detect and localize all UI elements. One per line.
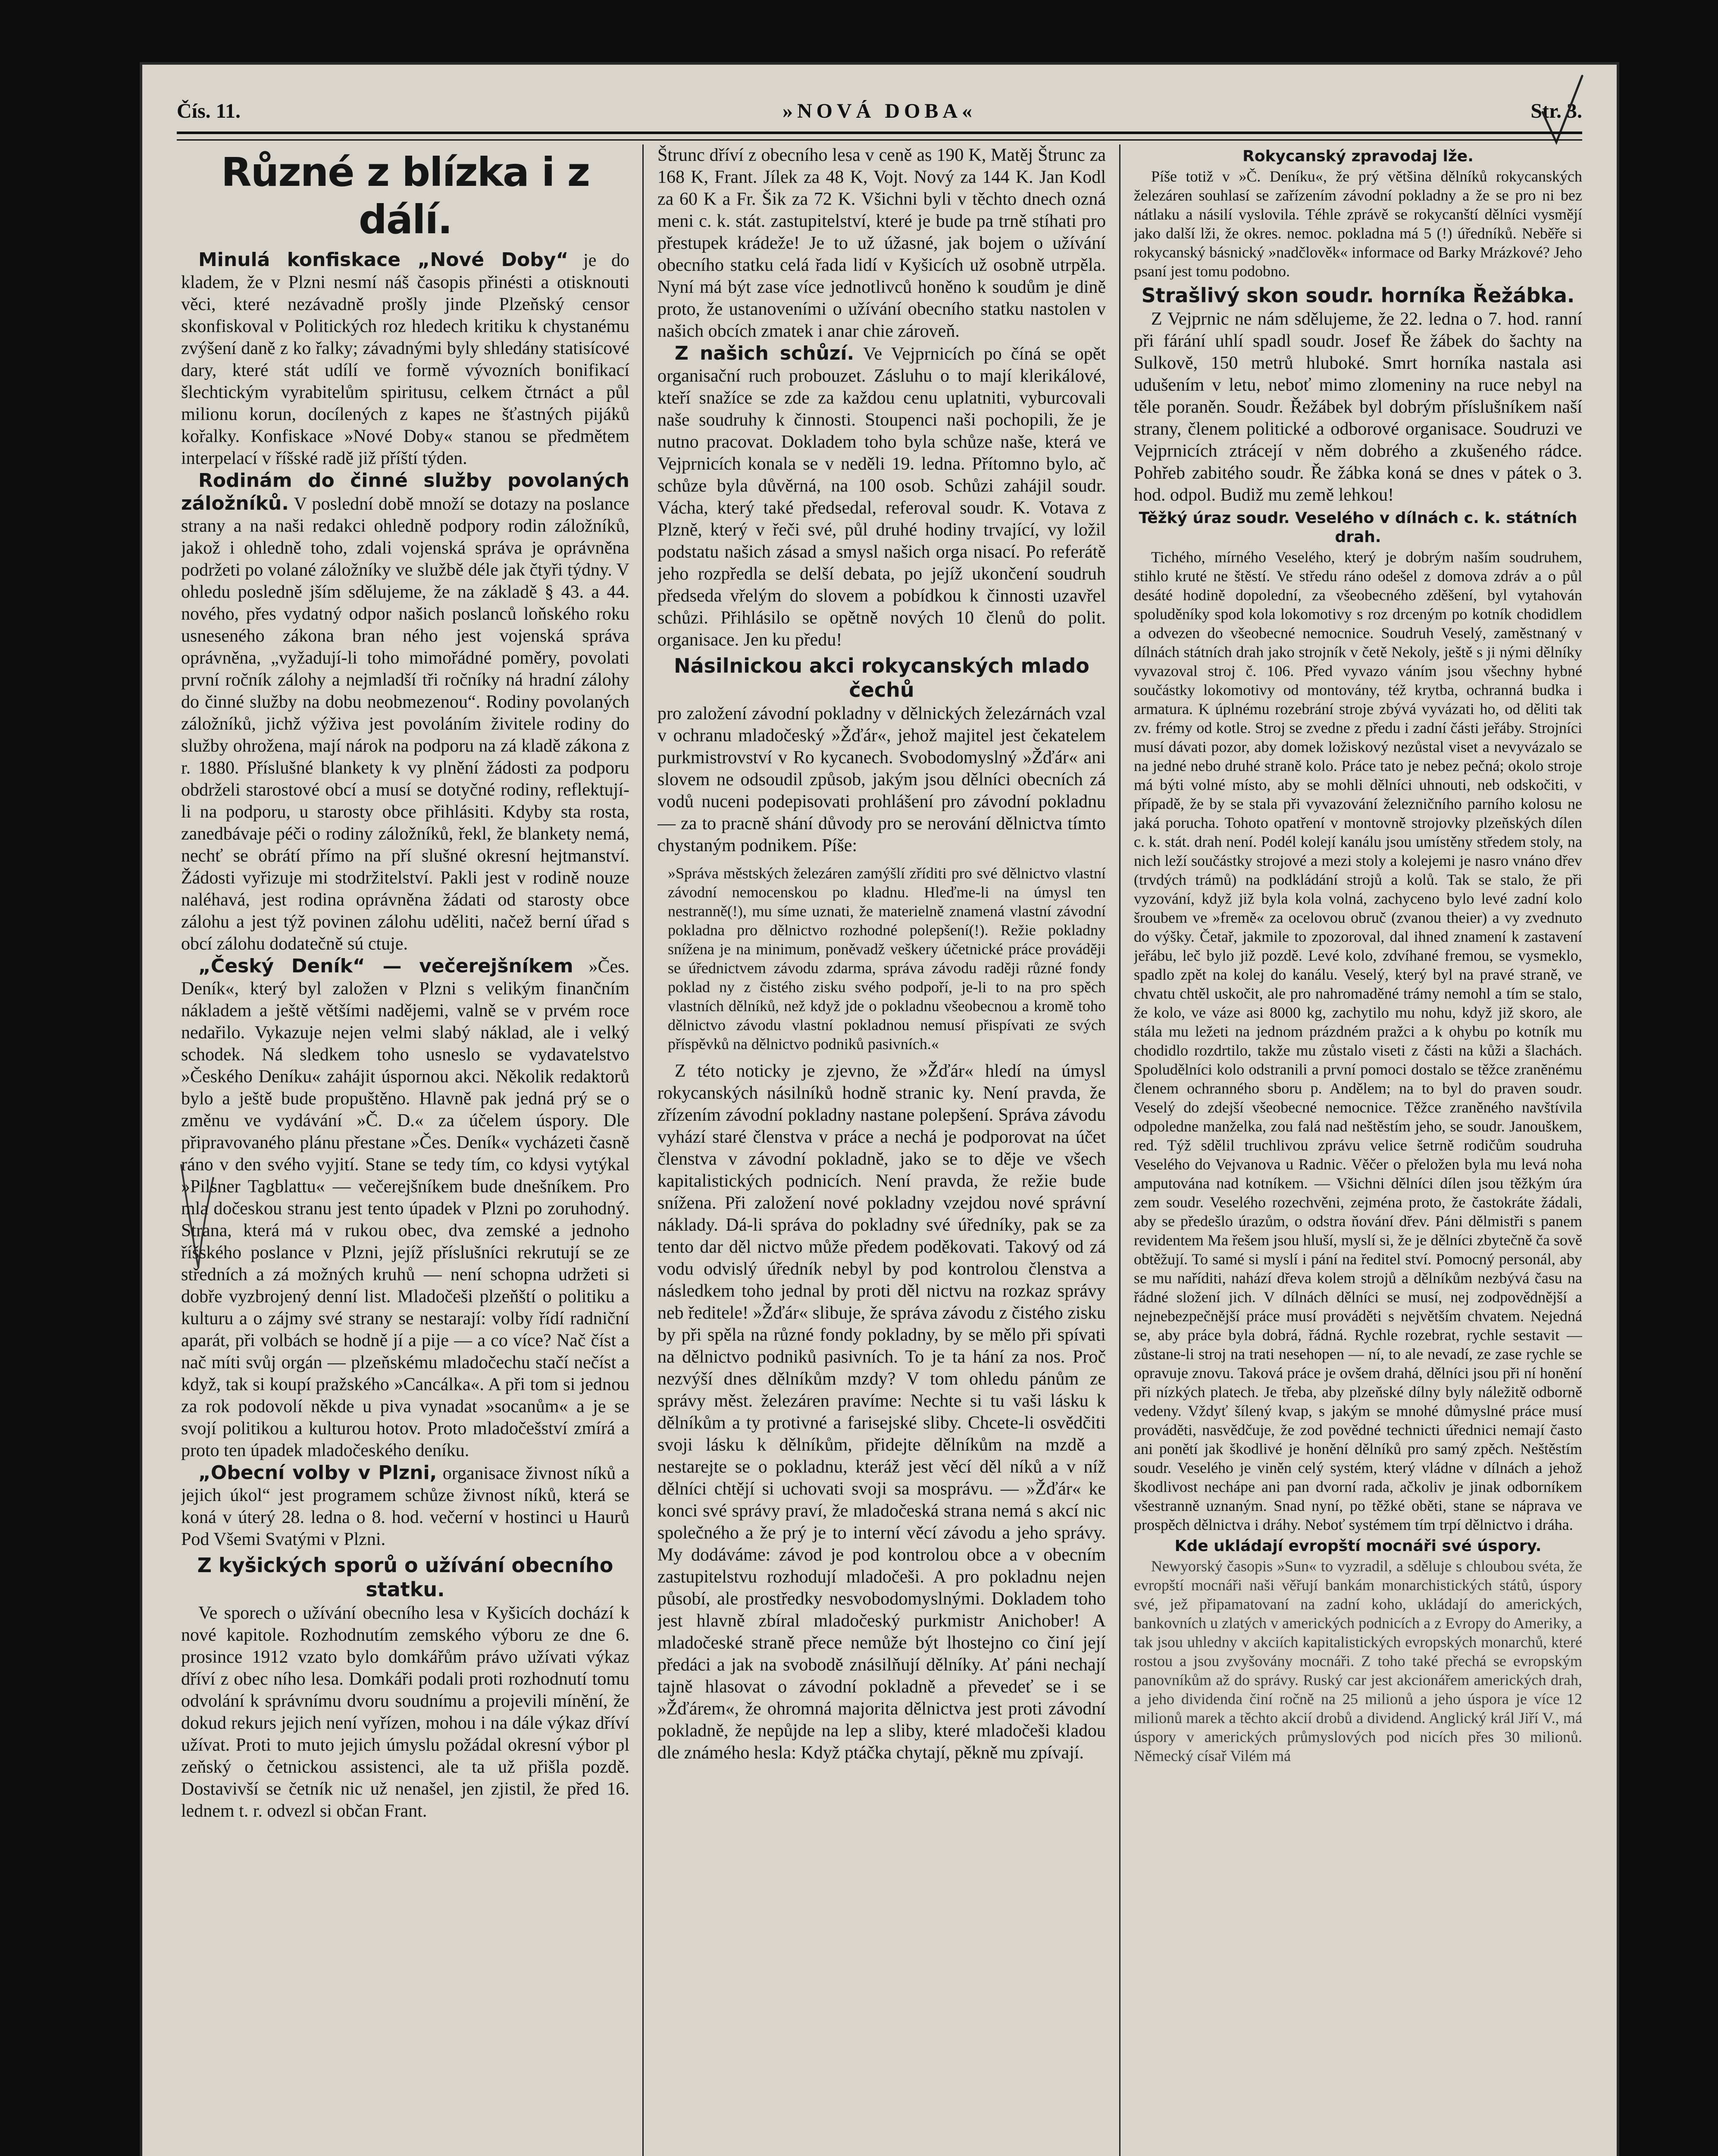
column-1 bbox=[181, 144, 629, 2156]
article-paragraph: Newyorský časopis »Sun« to vyzradil, a sděluje s chloubou svéta, že evropští mocnáři naši věřují bankám monarchistických států, úspory své, jež připamatovaní na zadní koho, ukládají do amerických, bankovních u zlatých v amerických podnicích a z Evropy do Ameriky, a tak jsou uhledny v akciích kapitalistických evropských monarchů, které rostou a jsou zvyšovány mocnáři. Z toho také přechá se evropským panovníkům až do správy. Ruský car jest akcionářem amerických drah, a jeho dividenda činí ročně na 25 milionů a jeho úspora je více 12 milionů marek a těchto akcií drobů a dividend. Anglický král Jiří V., má úspory v amerických průmyslových pod nicích přes 30 milionů. Německý císař Vilém má bbox=[1134, 1557, 1582, 1764]
page-header bbox=[177, 82, 1582, 129]
column-divider bbox=[642, 144, 644, 2156]
article-lead: Z našich schůzí. bbox=[675, 342, 854, 364]
article-paragraph: Z této noticky je zjevno, že »Žďár« hledí na úmysl rokycanských násilníků hodně stranic ky. Není pravda, že zřízením závodní pokladny nastane polepšení. Správa závodu vyhází staré členstva v práce a nechá je podporovat na účet členstva v závodní pokladně, jako se to děje ve všech kapitalistických podnicích. Není pravda, že režie bude snížena. Při založení nové pokladny vzejdou nové správní náklady. Dá-li správa do pokladny své úředníky, pak se za tento dar děl nictvo může předem poděkovati. Takový od zá vodu odvislý úředník nebyl by pod kontrolou členstva a následkem toho jednal by proti děl nictvu na rozkaz správy neb ředitele! »Žďár« slibuje, že správa závodu z čistého zisku by při spěla na různé fondy pokladny, by se mělo při spívati na dělnictvo podniků pasivních. To je ta hání za nos. Proč nezvýší dnes dělníkům mzdy? V tom ohledu pánům ze správy měst. železáren pravíme: Nechte si tu vaši lásku k dělníkům a ty protivné a farisejské sliby. Chcete-li osvědčiti svoji lásku k dělníkům, přidejte dělníkům na mzdě a nestarejte se o pokladnu, kteráž jest věcí děl níků a v níž dělníci chtějí si uchovati svoji sa mosprávu. — »Žďár« ke konci své správy praví, že mladočeská strana nemá s akcí nic společného a že prý je to interní věcí závodu a jeho správy. My dodáváme: závod je pod kontrolou obce a v obecním zastupitelstvu rozhodují mladočeši. A pro pokladnu nejen působí, ale prostředky nesvobodomyslnými. Dokladem toho jest hlavně zbíral mladočeský purkmistr Anichober! A mladočeské straně přece nemůže být lhostejno co činí její předáci a jak na svobodě znásilňují dělníky. Ať páni nechají tajně hlasovat o závodní pokladně a převedeť se i se »Žďárem«, že ohromná majorita dělnictva jest proti závodní pokladně, že nepůjde na lep a sliby, které mladočeši kladou dle známého hesla: Když ptáčka chytají, pěkně mu zpívají. bbox=[657, 1061, 1106, 1763]
column-3 bbox=[1134, 144, 1582, 2156]
section-heading: Těžký úraz soudr. Veselého v dílnách c. k. státních drah. bbox=[1139, 509, 1577, 546]
column-2 bbox=[657, 144, 1106, 2156]
article-text: V poslední době množí se dotazy na poslance strany a na naši redakci ohledně podpory rodin záložníků, jakož i ohledně toho, zdali vojenská správa je oprávněna podržeti po volané záložníky ve službě déle jak čtyři týdny. V ohledu posledně jším sdělujeme, že na základě § 43. a 44. nového, přes vydatný odpor našich poslanců loňského roku usneseného zákona bran ného jest vojenská správa oprávněna, „vyžadují-li toho mimořádné poměry, povolati první ročník zálohy a nejmladší tři ročníky ná hradní zálohy do činné služby na dobu neobmezenou“. Rodiny povolaných záložníků, jichž výživa jest povoláním živitele rodiny do služby ohrožena, mají nárok na podporu na zá kladě zákona z r. 1880. Příslušné blankety k vy plnění žádosti za podporu obdrželi starostové obcí a musí se dotyčné rodiny, reflektují-li na podporu, u starosty obce přihlásiti. Kdyby sta rosta, zanedbávaje péči o rodiny záložníků, řekl, že blankety nemá, nechť se obrátí přímo na pří slušné okresní hejtmanství. Žádosti vyřizuje mi stodržitelství. Pakli jest v rodině nouze naléhavá, jest rodina oprávněna žádati od starosty obce zálohu a jest týž povinen zálohu uděliti, načež berní úřad s obcí zálohu dodatečně sú ctuje. bbox=[181, 494, 629, 954]
quoted-passage: »Správa městských železáren zamýšlí zříditi pro své dělnictvo vlastní závodní nemocenskou po kladnu. Hleďme-li na úmysl ten nestranně(!), mu síme uznati, že materielně znamená vlastní závodní pokladna pro dělnictvo rozhodné polepšení(!). Režie pokladny snížena je na minimum, poněvadž veškery účetnické práce prováději se úřednictvem závodu zdarma, správa závodu raději různé fondy poklad ny z čistého zisku svého podpoří, je-li to na pro spěch vlastních dělníků, než když jde o pokladnu všeobecnou a kromě toho dělnictvo závodu vlastní pokladnou nemusí přispívati ze svých příspěvků na dělnictvo podniků pasivních.« bbox=[668, 865, 1106, 1053]
column-divider bbox=[1119, 144, 1120, 2156]
section-heading: Strašlivý skon soudr. horníka Řežábka. bbox=[1141, 284, 1575, 307]
article-paragraph: pro založení závodní pokladny v dělnických železárnách vzal v ochranu mladočeský »Žďár«, jehož majitel jest čekatelem purkmistrovství v Ro kycanech. Svobodomyslný »Žďár« ani slovem ne odsoudil způsob, jakým jsou dělníci obecních zá vodů nuceni podepisovati prohlášení pro závodní pokladnu — za to pracně shání důvody pro se nerování dělnictva tímto chystaným podnikem. Píše: bbox=[657, 704, 1106, 856]
article-text: »Čes. Deník«, který byl založen v Plzni s velikým finančním nákladem a ještě většími nadějemi, valně se v prvém roce nedařilo. Vykazuje nejen velmi slabý náklad, ale i velký schodek. Ná sledkem toho usneslo se vydavatelstvo »Českého Deníku« zahájit úspornou akci. Několik redaktorů bylo a ještě bude propuštěno. Hlavně pak jedná prý se o změnu ve vydávání »Č. D.« za účelem úspory. Dle připravovaného plánu přestane »Čes. Deník« vycházeti časně ráno v den svého vyjití. Stane se tedy tím, co kdysi vytýkal »Pilsner Tagblattu« — večerejšníkem bude dnešníkem. Pro mla dočeskou stranu jest tento úpadek v Plzni po zoruhodný. Strana, která má v rukou obec, dva zemské a jednoho říšského poslance v Plzni, jejíž příslušníci rekrutují se ze středních a zá možných kruhů — není schopna udržeti si dobře vyzbrojený denní list. Mladočeši plzeňští o politiku a kulturu a o zájmy své strany se nestarají: volby řídí radniční aparát, při volbách se hodně jí a pije — a co více? Nač číst a nač míti svůj orgán — plzeňskému mladočechu stačí nečíst a když, tak si koupí pražského »Cancálka«. A při tom si jednou za rok podovolí někde u piva vynadat »socanům« a je se svojí politikou a kulturou hotov. Proto mladočešství zmírá a proto ten úpadek mladočeského deníku. bbox=[181, 957, 629, 1460]
masthead-title: »NOVÁ DOBA« bbox=[782, 100, 976, 122]
article-paragraph bbox=[181, 955, 629, 1462]
article-paragraph: Štrunc dříví z obecního lesa v ceně as 190 K, Matěj Štrunc za 168 K, Frant. Jílek za 48 K, Vojt. Nový za 144 K. Jan Kodl za 60 K a Fr. Šik za 72 K. Všichni byli v těchto dnech ozná meni c. k. stát. zastupitelství, které je bude pa trně stíhati pro přestupek krádeže! Je to už úžasné, jak bojem o užívání obecního statku celá řada lidí v Kyšicích už osobně utrpěla. Nyní má být zase více jednotlivců honěno k soudům je dině proto, že ustanoveními o užívání obecního statku nastolen v našich obcích zmatek i anar chie zároveň. bbox=[657, 145, 1106, 341]
newspaper-page bbox=[142, 65, 1617, 2156]
article-paragraph bbox=[657, 342, 1106, 651]
article-paragraph: Ve sporech o užívání obecního lesa v Kyšicích dochází k nové kapitole. Rozhodnutím zemského výboru ze dne 6. prosince 1912 vzato bylo domkářům právo užívati výkaz dříví z obec ního lesa. Domkáři podali proti rozhodnutí tomu odvolání k správnímu dvoru soudnímu a projevili mínění, že dokud rekurs jejich není vyřízen, mohou i na dále výkaz dříví užívat. Proti to muto jejich úmyslu požádal okresní výbor pl zeňský o četnickou assistenci, ale ta už přišla pozdě. Dostavivší se četník nic už nenašel, jen zjistil, že před 16. lednem t. r. odvezl si občan Frant. bbox=[181, 1603, 629, 1821]
article-text: organisace živnost níků a jejich úkol“ jest programem schůze živnost níků, která se koná v úterý 28. ledna o 8. hod. večerní v hostinci u Haurů Pod Všemi Svatými v Plzni. bbox=[181, 1463, 629, 1549]
section-heading: Rokycanský zpravodaj lže. bbox=[1242, 147, 1474, 165]
article-lead: Minulá konfiskace „Nové Doby“ bbox=[198, 249, 569, 271]
article-paragraph: Z Vejprnic ne nám sdělujeme, že 22. ledna o 7. hod. ranní při fárání uhlí spadl soudr. Josef Ře žábek do šachty na Sulkově, 150 metrů hluboké. Smrt horníka nastala asi udušením v letu, neboť mimo zlomeniny na ruce nebyl na těle poraněn. Soudr. Řežábek byl dobrým příslušníkem naší strany, členem politické a odborové organisace. Soudruzi ve Vejprnicích ztrácejí v něm dobrého a zkušeného rádce. Pohřeb zabitého soudr. Ře žábka koná se dnes v pátek o 3. hod. odpol. Budiž mu země lehkou! bbox=[1134, 309, 1582, 505]
article-paragraph bbox=[181, 470, 629, 955]
section-heading: Násilnickou akci rokycanských mlado čechů bbox=[674, 654, 1089, 702]
page-number: Str. 3. bbox=[1530, 100, 1582, 122]
section-heading: Kde ukládají evropští mocnáři své úspory. bbox=[1174, 1537, 1542, 1555]
article-text: Ve Vejprnicích po číná se opět organisační ruch probouzet. Zásluhu o to mají klerikálové, kteří snažíce se zde za každou cenu uplatniti, vyburcovali naše soudruhy k činnosti. Stoupenci naši pochopili, že je nutno pracovat. Dokladem toho byla schůze naše, která ve Vejprnicích konala se v neděli 19. ledna. Přítomno bylo, ač schůze byla důvěrná, na 100 osob. Schůzi zahájil soudr. Vácha, který také předsedal, referoval soudr. K. Votava z Plzně, který v řeči své, půl druhé hodiny trvající, vy ložil podstatu našich zásad a smysl našich orga nisací. Po referátě jeho rozpředla se delší debata, po jejíž ukončení soudruh předseda vřelým do slovem a pobídkou k činnosti uzavřel schůzi. Přihlásilo se opětně nových 10 členů do polit. organisace. Jen ku předu! bbox=[657, 344, 1106, 650]
article-paragraph: Tichého, mírného Veselého, který je dobrým naším soudruhem, stihlo kruté ne štěstí. Ve středu ráno odešel z domova zdráv a o půl desáté hodině dopolední, za všeobecného zděšení, byl vytahován spoluděníky spod kola lokomotivy s roz drceným po kotník chodidlem a odvezen do všeobecné nemocnice. Soudruh Veselý, zaměstnaný v dílnách státních drah jako strojník v četě Nekoly, ještě s ji nými dělníky vyvazoval stroj č. 106. Před vyvazo váním jsou všechny hybné součástky lokomotivy od montovány, též krytba, ochranná budka i armatura. K úplnému rozebrání stroje zbývá vyvázati ho, od děliti tak zv. frémy od kotle. Stroj se zvedne z předu i zadní části jeřáby. Strojníci musí dávati pozor, aby domek ložiskový nezůstal viset a nevyvázalo se na jedné nebo druhé straně kolo. Práce tato je nebez pečná; okolo stroje má býti volné místo, aby se mohli dělníci uhnouti, neb odskočiti, v případě, že by se stala při vyvazování železničního parního kolosu ne jaká porucha. Tohoto opatření v montovně strojovky plzeňských dílen c. k. stát. drah není. Podél kolejí kanálu jsou umístěny středem stoly, na nich leží součástky strojové a mezi stoly a kolejemi je nasro vnáno dřev (trvdých trámů) na podkládání strojů a kolů. Tak se stalo, že při vyzování, když již byla kola volná, zachyceno bylo levé zadní kolo šroubem ve »fremě« za ocelovou obruč (zvanou theier) a vy zvednuto do výšky. Četař, jakmile to zpozoroval, dal ihned znamení k zastavení jeřábu, leč bylo již pozdě. Levé kolo, zdvíhané fremou, se vysmeklo, spadlo zpět na kolej do kanálu. Veselý, který byl na pravé straně, ve chvatu chtěl uskočit, ale pro nahromaděné trámy nemohl a tím se stalo, že kolo, ve váze asi 8000 kg, zachytilo mu nohu, když již skoro, ale stála mu ležeti na jednom prázdném pražci a k ohybu po kotník mu chodidlo rozdrtilo, takže mu zůstalo viseti z části na kůži a šlachách. Spoludělníci kolo odstranili a první pomoci dostalo se těžce zraněnému členem ochranného sboru p. Andělem; na to byl do praven soudr. Veselý do zdejší všeobecné nemocnice. Těžce zraněného navštívila odpoledne manželka, zou falá nad neštěstím jeho, se soudr. Janouškem, red. Týž sdělil truchlivou zprávu velice šetrně rodičům soudruha Veselého do Vejvanova u Radnic. Věčer o přeložen byla mu levá noha amputována nad kotníkem. — Všichni dělníci dílen jsou těžkým úra zem soudr. Veselého rozechvěni, zejména proto, že častokráte žádali, aby se předešlo úrazům, o odstra ňování dřev. Páni dělmistři s panem revidentem Ma řešem jsou hluší, myslí si, že je dělníci zbytečně ča sově obtěžují. To samé si myslí i pání na ředitel ství. Pomocný personál, aby se mu naříditi, nahází dřeva kolem strojů a dělníkům nezbývá času na řádné složení jich. V dílnách dělníci se musí, nej zodpovědnější a nejnebezpečnější práce musí prováděti s největším chvatem. Nejedná se, aby práce byla dobrá, řádná. Rychle rozebrat, rychle sestavit — zůstane-li stroj na trati nesehopen — ní, to ale nevadí, ze zase rychle se opravuje znovu. Taková práce je ovšem drahá, dělníci jsou při ní honění při nízkých platech. Je třeba, aby plzeňské dílny byly náležitě odborně vedeny. Vždyť šílený kvap, s jakým se mnohé důmyslné práce musí prováděti, nasvědčuje, že zod povědné technicti úřednici nemají často ani ponětí jak škodlivé je honění dělníků pro samý zpěch. Neštěstím soudr. Veselého je viněn celý systém, který vládne v dílnách a jehož škodlivost nechápe ani pan dvorní rada, ačkoliv je jinak odborníkem všestranně uznaným. Snad nyní, po těžké oběti, stane se náprava ve prospěch dělnictva i dráhy. Neboť systémem tím trpí dělnictvo i dráha. bbox=[1134, 548, 1582, 1533]
article-lead: „Český Deník“ — večerejšníkem bbox=[198, 955, 573, 977]
article-paragraph: Píše totiž v »Č. Deníku«, že prý většina dělníků rokycanských železáren souhlasí se zařízením závodní pokladny a že se pro ni bez nátlaku a násilí vyslovila. Téhle zprávě se rokycanští dělníci vysmějí jako další lži, že okres. nemoc. pokladna má 5 (!) úředníků. Neběře si rokycanský básnický »nadčlověk« informace od Barky Mrázkové? Jeho psaní jest tomu podobno. bbox=[1134, 168, 1582, 280]
article-lead: „Obecní volby v Plzni, bbox=[198, 1462, 437, 1484]
issue-number: Čís. 11. bbox=[177, 100, 241, 122]
article-lead: Rodinám do činné služby povolaných záložníků. bbox=[181, 470, 629, 514]
article-text: je do kladem, že v Plzni nesmí náš časopis přinésti a otisknouti věci, které nezávadně prošly jinde Plzeňský censor skonfiskoval v Politických roz hledech kritiku k chystanému zvýšení daně z ko řalky; závadnými byly shledány statisícové dary, které stát udílí ve formě vývozních bonifikací šlechtickým vyrabitelům spiritusu, celkem čtrnáct a půl milionu korun, docílených z kapes ne šťastných pijáků kořalky. Konfiskace »Nové Doby« stanou se předmětem interpelací v říšské radě již příští týden. bbox=[181, 251, 629, 468]
section-heading: Z kyšických sporů o užívání obecního statku. bbox=[197, 1554, 613, 1601]
main-headline: Různé z blízka i z dálí. bbox=[221, 149, 590, 243]
article-paragraph bbox=[181, 249, 629, 470]
header-rule bbox=[177, 132, 1582, 141]
article-paragraph bbox=[181, 1462, 629, 1551]
